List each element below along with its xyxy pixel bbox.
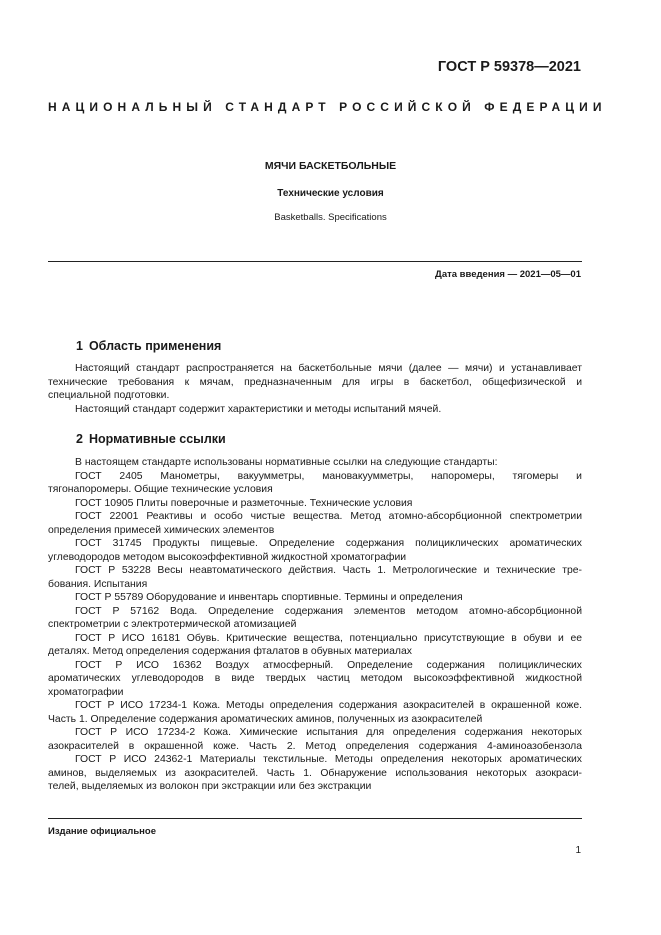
section-2-number: 2 — [76, 432, 83, 446]
reference-line: азокрасителей в окрашенной коже. Часть 2. Метод определения содержания 4-аминоазобензола — [48, 740, 582, 752]
reference-line: деталях. Метод определения содержания фталатов в обувных материалах — [48, 646, 412, 657]
reference-line: ГОСТ Р ИСО 16181 Обувь. Критические вещества, потенциально присутствующие в обуви и ее — [75, 632, 582, 644]
section-2-title: Нормативные ссылки — [88, 432, 226, 446]
reference-line: ГОСТ Р ИСО 17234-2 Кожа. Химические испытания для определения содержания некоторых — [75, 727, 582, 738]
reference-line: хроматографии — [48, 686, 124, 698]
section-2-heading — [76, 432, 226, 446]
reference-line: определения примесей химических элементов — [48, 524, 275, 536]
reference-line: ГОСТ 22001 Реактивы и особо чистые вещества. Метод атомно-абсорбционной спектрометрии — [75, 511, 582, 522]
text-line: Настоящий стандарт содержит характеристики и методы испытаний мячей. — [75, 403, 442, 415]
reference-line: ГОСТ Р ИСО 16362 Воздух атмосферный. Определение содержания полициклических — [75, 659, 582, 671]
reference-line: углеводородов методом высокоэффективной жидкостной хроматографии — [48, 551, 407, 563]
document-title-english: Basketballs. Specifications — [274, 212, 387, 223]
footer-divider — [48, 818, 582, 819]
reference-line: ГОСТ Р ИСО 24362-1 Материалы текстильные. Методы определения некоторых ароматических — [75, 754, 582, 765]
text-line: Настоящий стандарт распространяется на баскетбольные мячи (далее — мячи) и устанавливает — [75, 363, 582, 374]
section-1-number: 1 — [76, 339, 83, 353]
text-line: В настоящем стандарте использованы нормативные ссылки на следующие стандарты: — [75, 457, 498, 468]
national-standard-banner: НАЦИОНАЛЬНЫЙ СТАНДАРТ РОССИЙСКОЙ ФЕДЕРАЦИИ — [48, 100, 607, 114]
section-1-heading — [76, 339, 221, 353]
reference-line: бования. Испытания — [48, 578, 148, 590]
reference-line: ГОСТ Р ИСО 17234-1 Кожа. Методы определения содержания азокрасителей в окрашенной коже. — [75, 700, 582, 711]
reference-line: телей, выделяемых из волокон при экстракции или без экстракции — [48, 781, 372, 792]
document-number: ГОСТ Р 59378—2021 — [437, 59, 581, 75]
reference-line: ГОСТ Р 55789 Оборудование и инвентарь спортивные. Термины и определения — [75, 592, 463, 603]
reference-line: Часть 1. Определение содержания ароматических аминов, полученных из азокрасителей — [48, 713, 483, 725]
section-1-body — [48, 362, 582, 416]
reference-line: ароматических углеводородов в виде твердых частиц методом высокоэффективной жидкостной — [48, 673, 582, 684]
reference-line: ГОСТ 31745 Продукты пищевые. Определение содержания полициклических ароматических — [75, 538, 582, 549]
reference-line: ГОСТ Р 53228 Весы неавтоматического действия. Часть 1. Метрологические и технические тре- — [75, 565, 582, 576]
official-edition-label: Издание официальное — [48, 826, 156, 837]
reference-line: ГОСТ 2405 Манометры, вакуумметры, мановакуумметры, напоромеры, тягомеры и — [75, 470, 582, 482]
text-line: технические требования к мячам, предназначенным для игры в баскетбол, общефизической и — [48, 376, 582, 388]
introduction-date: Дата введения — 2021—05—01 — [435, 269, 581, 280]
title-divider — [48, 261, 582, 262]
reference-line: спектрометрии с электротермической атомизацией — [48, 619, 297, 630]
document-title: МЯЧИ БАСКЕТБОЛЬНЫЕ — [264, 160, 397, 172]
section-2-body — [48, 456, 582, 794]
section-1-title: Область применения — [88, 339, 222, 353]
document-subtitle: Технические условия — [277, 188, 384, 199]
text-line: специальной подготовки. — [48, 390, 170, 401]
reference-line: ГОСТ 10905 Плиты поверочные и разметочные. Технические условия — [75, 497, 413, 509]
reference-line: аминов, выделяемых из азокрасителей. Часть 1. Обнаружение использования некоторых азокраси- — [48, 767, 582, 779]
reference-line: ГОСТ Р 57162 Вода. Определение содержания элементов методом атомно-абсорбционной — [75, 605, 582, 617]
page-number: 1 — [575, 845, 581, 856]
reference-line: тягонапоромеры. Общие технические условия — [48, 484, 273, 495]
